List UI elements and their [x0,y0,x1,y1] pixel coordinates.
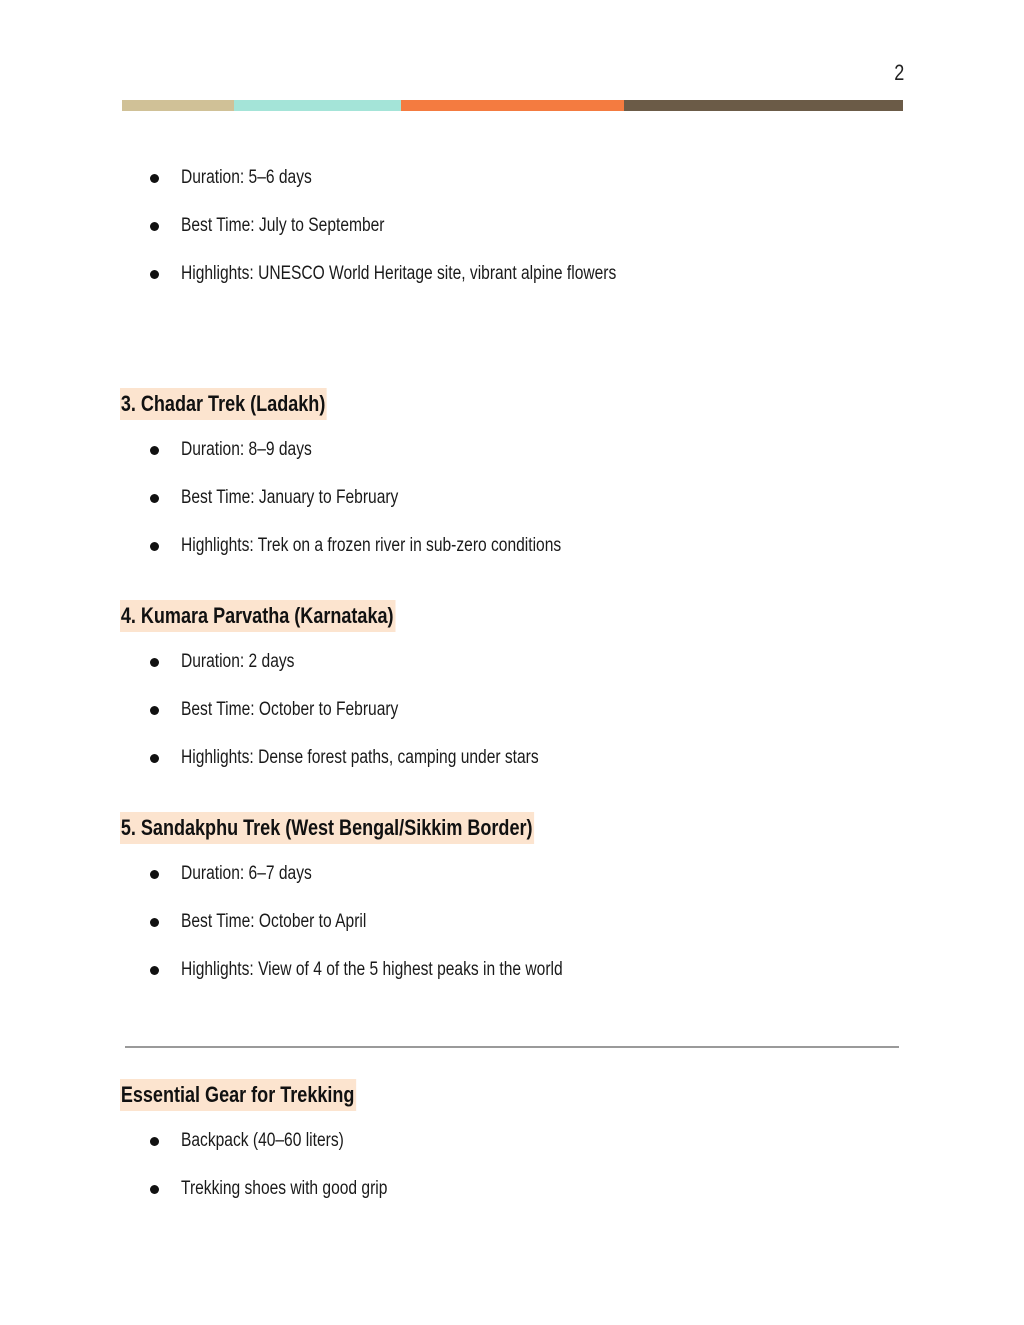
list-item: Duration: 8–9 days [0,426,1024,474]
bullet-list [0,154,1024,298]
bullet-icon [150,270,159,279]
section-heading-sandakphu-trek: 5. Sandakphu Trek (West Bengal/Sikkim Border) [120,812,625,844]
bullet-icon [150,446,159,455]
bullet-icon [150,918,159,927]
list-item: Highlights: View of 4 of the 5 highest peaks in the world [0,946,1024,994]
bullet-list [0,1117,1024,1213]
bullet-icon [150,966,159,975]
color-bar-segment-4 [624,100,903,111]
list-item: Highlights: Trek on a frozen river in sub-zero conditions [0,522,1024,570]
section-heading-kumara-parvatha: 4. Kumara Parvatha (Karnataka) [120,600,456,632]
horizontal-divider [125,1046,899,1048]
list-item: Duration: 6–7 days [0,850,1024,898]
color-bar-segment-1 [122,100,234,111]
sandakphu-trek-list-block [0,850,1024,994]
list-item: Best Time: January to February [0,474,1024,522]
page-number: 2 [893,60,904,85]
bullet-icon [150,1185,159,1194]
bullet-icon [150,754,159,763]
list-item: Duration: 2 days [0,638,1024,686]
section-heading-essential-gear: Essential Gear for Trekking [120,1079,408,1111]
list-item: Trekking shoes with good grip [0,1165,1024,1213]
bullet-list [0,850,1024,994]
list-item: Best Time: October to April [0,898,1024,946]
chadar-trek-list-block [0,426,1024,570]
list-item: Highlights: UNESCO World Heritage site, vibrant alpine flowers [0,250,1024,298]
list-item: Highlights: Dense forest paths, camping under stars [0,734,1024,782]
bullet-icon [150,706,159,715]
bullet-icon [150,1137,159,1146]
bullet-icon [150,222,159,231]
list-item: Best Time: October to February [0,686,1024,734]
header-color-bar [122,100,903,111]
bullet-icon [150,658,159,667]
color-bar-segment-3 [401,100,624,111]
bullet-icon [150,542,159,551]
bullet-list [0,638,1024,782]
essential-gear-list-block [0,1117,1024,1213]
list-item: Best Time: July to September [0,202,1024,250]
section-heading-chadar-trek: 3. Chadar Trek (Ladakh) [120,388,372,420]
bullet-icon [150,870,159,879]
bullet-icon [150,494,159,503]
bullet-list [0,426,1024,570]
kumara-parvatha-list-block [0,638,1024,782]
color-bar-segment-2 [234,100,401,111]
list-item: Backpack (40–60 liters) [0,1117,1024,1165]
intro-list-block [0,154,1024,298]
list-item: Duration: 5–6 days [0,154,1024,202]
bullet-icon [150,174,159,183]
